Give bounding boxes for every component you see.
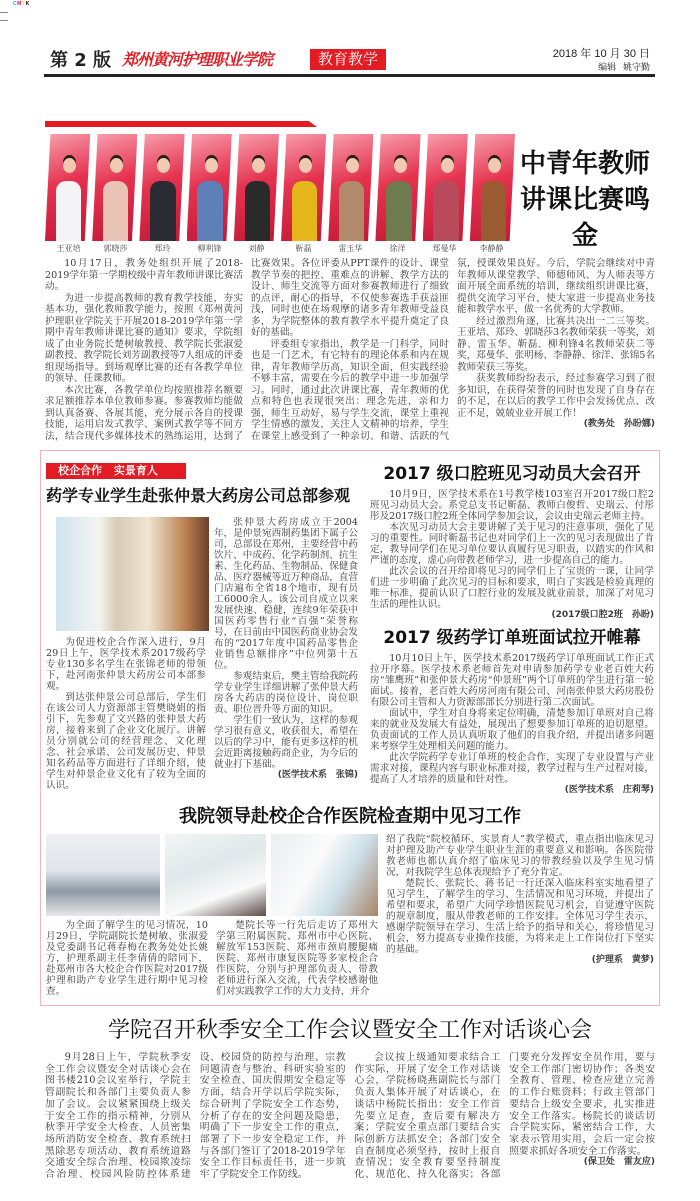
hospital-photo-1: [46, 834, 160, 916]
box-top-row: [46, 463, 654, 796]
pharmacy-left-col: [46, 517, 206, 791]
teacher-body: [386, 181, 411, 241]
hospital-col-3: [386, 834, 654, 997]
byline: (保卫处 雷友应): [583, 1157, 655, 1168]
lead-headline-line2: 讲课比赛鸣金: [519, 185, 650, 251]
hospital-headline: 我院领导赴校企合作医院检查期中见习工作: [179, 806, 521, 827]
teacher-photo-area: [45, 134, 515, 254]
right-articles: [370, 463, 654, 796]
cmyk-y: Y: [21, 1, 26, 7]
editor-credit: 编辑 姚守勤: [598, 63, 650, 73]
pharmacy-right-col: [214, 517, 358, 791]
lead-header: [45, 134, 655, 254]
paragraph: 此次会议的召开给即将见习的同学们上了宝贵的一课，让同学们进一步明确了此次见习的目标和要求，明白了实践是检验真理的唯一标准，提前认识了口腔行业的发展及就业前景，加深了对见习生活的理性认识。: [370, 566, 654, 610]
page-edition: 第 2 版: [50, 50, 112, 71]
dental-headline: 2017 级口腔班见习动员大会召开: [383, 464, 641, 484]
cmyk-k: K: [25, 1, 30, 7]
paragraph: 为全面了解学生的见习情况，10月29日，学院副院长楚树敏、张淑爱及党委副书记蒋春梅在教务处处长姚方，护理系副主任李倩倩的陪同下，赴郑州市各大校企合作医院对2017级护理和助产专业学生进行期中见习检查。: [46, 920, 208, 997]
paragraph: 面试中，学生对自身将来定位明确，清楚参加订单班对自己将来的就业及发展大有益处，展现出了想要参加订单班的迫切愿望。负责面试的工作人员认真听取了他们的自我介绍，并提出诸多问题来考察学生处理相关问题的能力。: [370, 708, 654, 752]
teacher-photo: [281, 134, 326, 241]
teacher-body: [56, 181, 81, 241]
teacher-photo: [139, 134, 184, 241]
teacher-names: [45, 244, 515, 254]
hospital-col-2: [216, 920, 378, 997]
section-label: 教育教学: [310, 49, 386, 70]
byline: (医学技术系 庄莉琴): [564, 785, 654, 795]
cmyk-color-bar: [13, 1, 30, 7]
teacher-name: 郑曼华: [432, 244, 457, 253]
hospital-article: [46, 834, 654, 997]
teacher-photo: [375, 134, 420, 241]
byline: (2017级口腔2班 孙盼): [551, 610, 654, 620]
hospital-left: [46, 834, 378, 997]
cmyk-m: M: [17, 1, 22, 7]
teacher-photo: [45, 134, 90, 241]
red-stripe: [45, 121, 317, 127]
teacher-head: [110, 158, 123, 173]
teacher-head: [394, 158, 407, 173]
byline: (医学技术系 张锦): [277, 770, 358, 780]
paragraph: 此次学院药学专业订单班的校企合作，实现了专业设置与产业需求对接，课程内容与职业标准对接，教学过程与生产过程对接，提高了人才培养的质量和针对性。: [370, 752, 654, 785]
school-enterprise-box: [40, 450, 660, 1006]
teacher-photo: [187, 134, 232, 241]
teacher-body: [292, 181, 317, 241]
pharmacy-visit-photo: [56, 517, 209, 631]
teacher-name: 雷玉华: [338, 244, 363, 253]
pharmacy-columns: [46, 517, 358, 791]
teacher-head: [346, 158, 359, 173]
teacher-head: [299, 158, 312, 173]
hospital-photos: [46, 834, 378, 916]
teacher-name: 李静静: [479, 244, 504, 253]
teacher-body: [197, 181, 222, 241]
paragraph: 学生们一致认为，这样的参观学习很有意义，收获很大，希望在以后的学习中，能有更多这样的机会近距离接触药商企业，为今后的就业打下基础。: [214, 715, 358, 770]
paragraph: 会议按上级通知要求结合工作实际，开展了安全工作对话谈心会，学院杨晓燕副院长与部门负责人集体开展了对话谈心，在谈话中杨院长指出：安全工作首先要立足查，查后要有解决方案；学院安全重点部门要结合实际创新方法抓安全；各部门安全自查制度必须坚持，按时上报自查情况；安全教育要坚持制度化、规范化、持久化落实；各部门要充分发挥安全员作用，要与安全工作部门密切协作；各类安全教育、管理、检查应建立完善的工作台账资料；行政主管部门要结合上级安全要求，扎实推进安全工作落实。杨院长的谈话切合学院实际，紧密结合工作，大家表示管用实用，会后一定会按照要求抓好各项安全工作落实。: [354, 1052, 655, 1181]
teacher-body: [245, 181, 270, 241]
paragraph: 参观结束后，樊主管给我院药学专业学生详细讲解了张仲景大药房各大药店的岗位设计、岗位职责、职位晋升等方面的知识。: [214, 671, 358, 715]
cmyk-c: C: [13, 1, 18, 7]
paragraph: 本次见习动员大会主要讲解了关于见习的注意事项，强化了见习的重要性。同时靳磊书记也对同学们上一次的见习表现做出了肯定，教导同学们在见习单位要认真履行见习职责，以踏实的作风和严谨的态度，虚心向带教老师学习，进一步提高自己的能力。: [370, 522, 654, 566]
teacher-body: [481, 181, 506, 241]
paragraph: 10月10日上午，医学技术系2017级药学订单班面试工作正式拉开序幕。医学技术系老师首先对申请参加药学专业老百姓大药房“雏鹰班”和张仲景大药房“仲景班”两个订单班的学生进行第一轮面试。接着，老百姓大药房河南有限公司、河南张仲景大药房股份有限公司主管和人力资源部部长分别进行第二次面试。: [370, 653, 654, 708]
dental-body: [370, 489, 654, 621]
paragraph: 楚院长、张院长、蒋书记一行还深入临床科室实地看望了见习学生，了解学生的学习、生活情况和见习环境，并提出了希望和要求，希望广大同学珍惜医院见习机会，自觉遵守医院的规章制度，服从带教老师的工作安排。全体见习学生表示，感谢学院领导在学习、生活上给予的指导和关心，将珍惜见习机会，努力提高专业操作技能，为将来走上工作岗位打下坚实的基础。: [386, 878, 654, 955]
teacher-photo-strip: [45, 134, 515, 241]
teacher-head: [157, 158, 170, 173]
safety-body: [45, 1052, 655, 1181]
paragraph: 评委组专家指出，教学是一门科学，同时也是一门艺术，有它特有的理论体系和内在规律，青年教师学历高，知识全面，但实践经验不够丰富，需要在今后的教学中进一步加强学习。同时，通过此次讲课比赛，青年教师的优点和特色也表现很突出：理念先进，亲和力强，师生互动好，易与学生交流，课堂上重视学生情感的激发，关注人文精神的培养，学生在课堂上感受到了一种亲切、和谐、活跃的气氛，授课效果良好。今后，学院会继续对中青年教师从课堂教学、师德师风、为人师表等方面开展全面系统的培训，继续组织讲课比赛，提供交流学习平台，使大家进一步提高业务技能和教学水平，做一名优秀的大学教师。: [251, 258, 655, 442]
byline: (护理系 黄梦): [591, 955, 654, 965]
teacher-photo: [234, 134, 279, 241]
teacher-photo: [92, 134, 137, 241]
teacher-name: 柳利锋: [197, 244, 222, 253]
paragraph: 绍了我院“院校循环、实景育人”教学模式，重点指出临床见习对护理及助产专业学生职业生涯的重要意义和影响。各医院带教老师也都认真介绍了临床见习的带教经验以及学生见习情况，对我院学生总体表现给予了充分肯定。: [386, 834, 654, 878]
paragraph: 为促进校企合作深入进行，9月29日上午，医学技术系2017级药学专业130多名学生在张锦老师的带领下，赴河南张仲景大药房公司本部参观。: [46, 637, 206, 692]
teacher-name: 郭晓莎: [103, 244, 128, 253]
paragraph: 楚院长等一行先后走访了郑州大学第三附属医院、郑州市中心医院、解放军153医院、郑州市颈肩腰腿痛医院、郑州市康复医院等多家校企合作医院，分别与护理部负责人、带教老师进行深入交流，代表学校感谢他们对实践教学工作的大力支持，并介: [216, 920, 378, 997]
teacher-name: 刘静: [248, 244, 265, 253]
teacher-name: 郑玲: [154, 244, 171, 253]
teacher-head: [441, 158, 454, 173]
paragraph: 到达张仲景公司总部后，学生们在该公司人力资源部主管樊晓娟的指引下，先参观了文兴路的张仲景大药房，接着来到了企业文化展厅。讲解员分别就公司的经营理念、文化理念、社会承诺、公司发展历史、仲景知名药品等方面进行了详细介绍，使学生对仲景企业文化有了较为全面的认识。: [46, 692, 206, 791]
hospital-col-1: [46, 920, 208, 997]
issue-date: 2018 年 10 月 30 日: [552, 48, 650, 60]
teacher-head: [205, 158, 218, 173]
order-class-body: [370, 653, 654, 796]
teacher-photo: [328, 134, 373, 241]
teacher-name: 徐洋: [389, 244, 406, 253]
header-rule: [44, 74, 655, 77]
teacher-body: [103, 181, 128, 241]
teacher-photo: [470, 134, 515, 241]
registration-mark: [0, 20, 8, 21]
safety-headline: 学院召开秋季安全工作会议暨安全工作对话谈心会: [107, 1018, 592, 1043]
pharmacy-headline: 药学专业学生赴张仲景大药房公司总部参观: [46, 486, 351, 505]
paragraph: 本次比赛，各教学单位均按照推荐名额要求足额推荐本单位教师参赛。参赛教师均能做到认真备赛、各展其能，充分展示各自的授课技能，运用启发式教学、案例式教学等不同方法，结合现代多媒体技术的熟练运用，达到了比赛效果。各位评委从PPT课件的设计、课堂教学节奏的把控、重难点的讲解、教学方法的设计、师生交流等方面对参赛教师进行了细致的点评，耐心的指导，不仅使参赛选手获益匪浅，同时也使在场观摩的诸多青年教师受益良多，为学院整体的教育教学水平提升奠定了良好的基础。: [45, 258, 449, 442]
teacher-head: [63, 158, 76, 173]
paragraph: 10月17日，教务处组织开展了2018-2019学年第一学期校级中青年教师讲课比赛活动。: [45, 258, 243, 292]
school-logo: 郑州黄河护理职业学院: [122, 50, 273, 69]
hospital-photo-2: [165, 834, 266, 916]
teacher-body: [339, 181, 364, 241]
teacher-body: [433, 181, 458, 241]
teacher-photo: [423, 134, 468, 241]
paragraph: 9月28日上午，学院秋季安全工作会议暨安全对话谈心会在图书楼210会议室举行，学院主管副院长和各部门主要负责人参加了会议。会议紧紧围绕上级关于安全工作的指示精神，分别从秋季开学安全大检查、人员密集场所消防安全检查、教育系统扫黑除恶专项活动、教育系统道路交通安全综合治理、校园欺凌综合治理、校园风险防控体系建设、校园贷的防控与治理、宗教问题清查与整治、科研实验室的安全检查、国庆假期安全稳定等方面，结合开学以后学院实际，综合研判了学院安全工作态势，分析了存在的安全问题及隐患，明确了下一步安全工作的重点，部署了下一步安全稳定工作，并与各部门签订了2018-2019学年安全工作目标责任书，进一步筑牢了学院安全工作防线。: [45, 1052, 346, 1181]
hospital-photo-3: [271, 834, 378, 916]
paragraph: 张仲景大药房成立于2004年，是仲景宛西制药集团下属子公司，总部设在郑州，主要经营中药饮片、中成药、化学药制剂、抗生素、生化药品、生物制品、保健食品、医疗器械等近万种商品，直营门店遍布全省18个地市，现有员工6000余人。该公司自成立以来发展快速、稳健，连续9年荣获中国医药零售行业“百强”荣誉称号，在日前由中国医药商业协会发布的“2017年度中国药品零售企业销售总额排序”中位列第十五位。: [214, 517, 358, 671]
hospital-text-cols: [46, 920, 378, 997]
lead-article-body: [45, 258, 655, 442]
paragraph: 获奖教师纷纷表示，经过参赛学习到了很多知识，在获得荣誉的同时也发现了自身存在的不足，在以后的教学工作中会发扬优点、改正不足，兢兢业业开展工作！: [457, 373, 655, 419]
teacher-head: [488, 158, 501, 173]
byline: (教务处 孙盼娜): [583, 419, 655, 429]
lead-headline: [515, 146, 655, 254]
pharmacy-article: [46, 463, 358, 796]
column-tag: 校企合作 实景育人: [46, 463, 186, 479]
lead-headline-line1: 中青年教师: [519, 149, 650, 179]
teacher-head: [252, 158, 265, 173]
teacher-body: [150, 181, 175, 241]
paragraph: 为进一步提高教师的教育教学技能，夯实基本功，强化教师教学能力，按照《郑州黄河护理职业学院关于开展2018-2019学年第一学期中青年教师讲课比赛的通知》要求，学院组成了由业务院长楚树敏教授、教学院长张淑爱副教授、教学院长刘芳副教授等7人组成的评委组现场指导。到场观摩比赛的还有各教学单位的领导、任课教师。: [45, 292, 243, 384]
registration-mark: [0, 12, 8, 13]
order-class-headline: 2017 级药学订单班面试拉开帷幕: [383, 628, 641, 648]
teacher-name: 王亚培: [56, 244, 81, 253]
paragraph: 经过激烈角逐，比赛共决出一二三等奖。王亚培、郑玲、郭晓莎3名教师荣获一等奖，刘静、雷玉华、靳磊、柳利锋4名教师荣获二等奖，郑曼华、张明杨、李静静、徐洋、张锦5名教师荣获三等奖。: [457, 315, 655, 373]
pharmacy-left-text: [46, 637, 206, 791]
paragraph: 10月9日，医学技术系在1号教学楼103室召开2017级口腔2班见习动员大会。系党总支书记靳磊、教师白俊哲、史瑞云、付彤彤及2017级口腔2班全体同学参加会议，会议由史瑞云老师主持。: [370, 489, 654, 522]
teacher-name: 靳磊: [295, 244, 312, 253]
